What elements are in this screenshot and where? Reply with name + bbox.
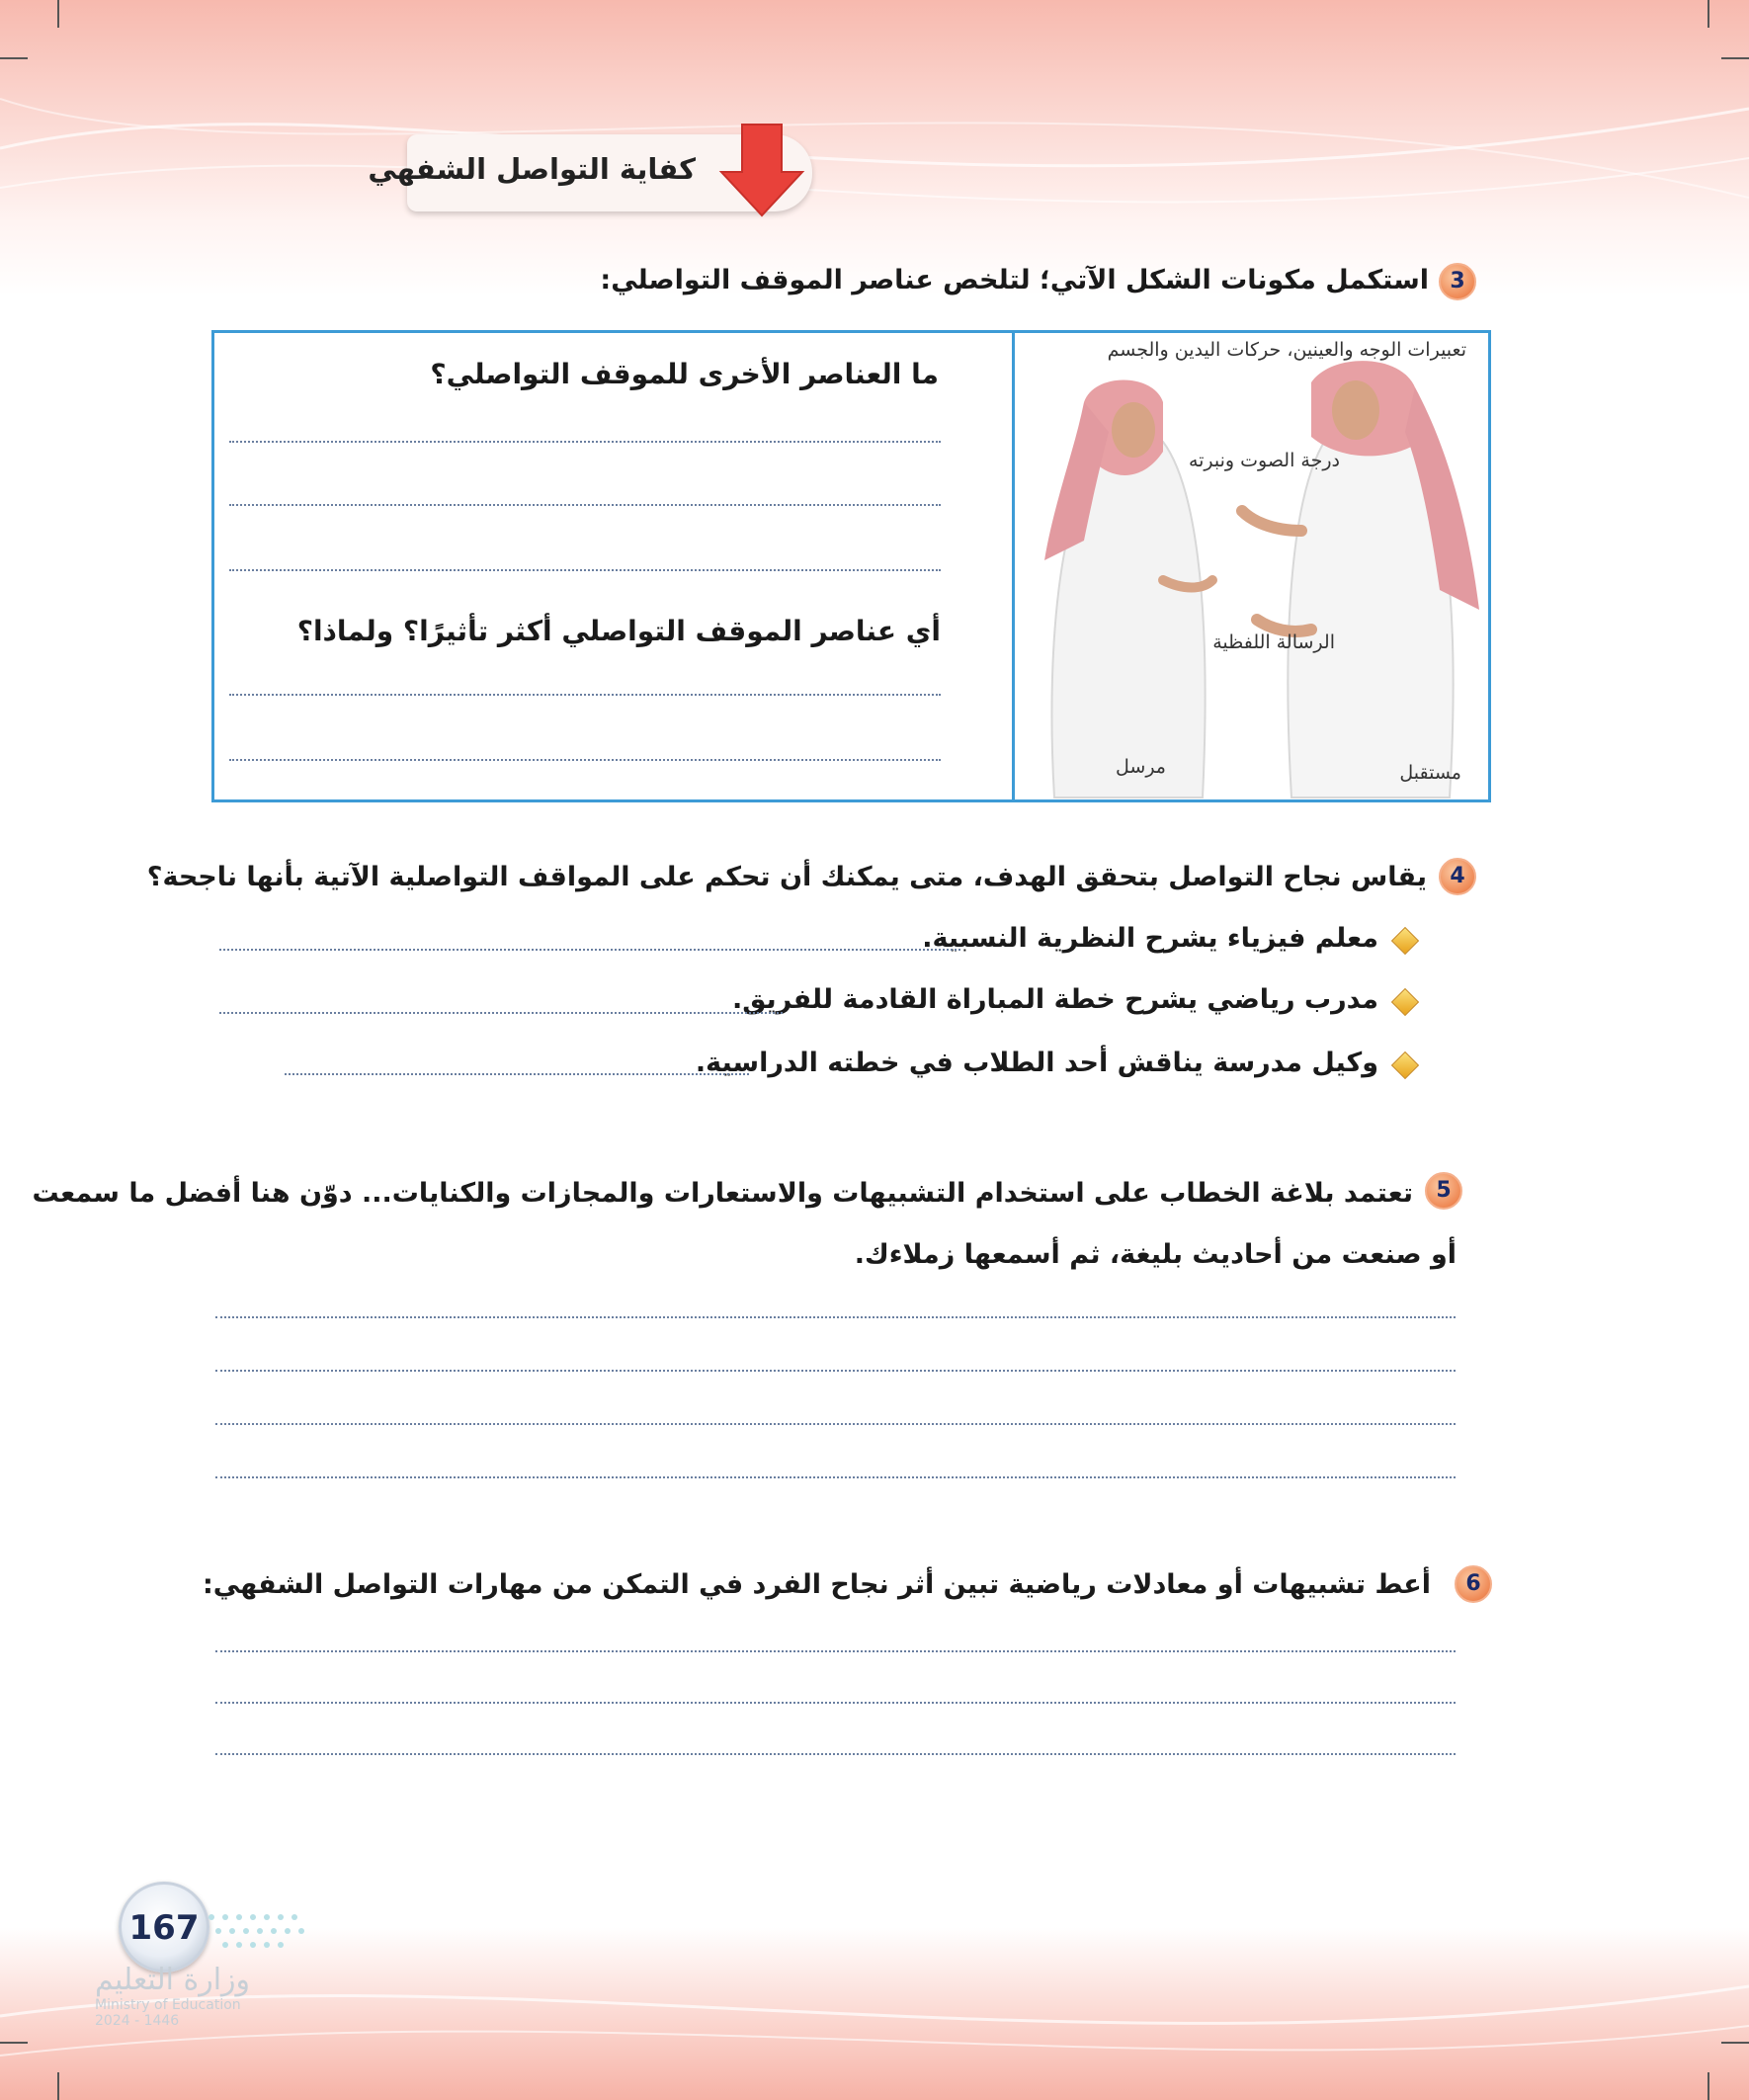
diamond-bullet-icon (1391, 927, 1419, 955)
answer-line[interactable] (215, 1476, 1456, 1478)
question-number-4: 4 (1439, 858, 1476, 895)
two-men-talking-image (1015, 333, 1488, 799)
crop-mark (1721, 2042, 1749, 2044)
answer-line[interactable] (219, 949, 960, 951)
crop-mark (1721, 57, 1749, 59)
answer-line[interactable] (229, 504, 941, 506)
crop-mark (57, 2072, 59, 2100)
page-number-badge (119, 1882, 209, 1973)
answer-line[interactable] (285, 1073, 749, 1075)
q4-item: وكيل مدرسة يناقش أحد الطلاب في خطته الدراسية. (695, 1048, 1378, 1078)
q3-question-most-effective: أي عناصر الموقف التواصلي أكثر تأثيرًا؟ ولماذا؟ (296, 615, 941, 647)
q3-prompt: استكمل مكونات الشكل الآتي؛ لتلخص عناصر الموقف التواصلي: (600, 265, 1429, 295)
ministry-name-en: Ministry of Education (95, 1997, 241, 2013)
q6-prompt: أعط تشبيهات أو معادلات رياضية تبين أثر نجاح الفرد في التمكن من مهارات التواصل الشفهي: (203, 1569, 1431, 1600)
diamond-bullet-icon (1391, 1051, 1419, 1079)
answer-line[interactable] (215, 1753, 1456, 1755)
down-arrow-icon (717, 121, 806, 219)
label-verbal-message: الرسالة اللفظية (1212, 631, 1335, 653)
diamond-bullet-icon (1391, 988, 1419, 1016)
answer-line[interactable] (229, 441, 941, 443)
q5-line1: تعتمد بلاغة الخطاب على استخدام التشبيهات والاستعارات والمجازات والكنايات... دوّن هنا أفضل ما سمعت (32, 1178, 1413, 1209)
label-sender: مرسل (1116, 756, 1166, 778)
page-number: 167 (128, 1908, 200, 1948)
wave-decoration (0, 0, 1749, 296)
answer-line[interactable] (215, 1702, 1456, 1704)
answer-line[interactable] (229, 569, 941, 571)
crop-mark (0, 57, 28, 59)
crop-mark (0, 2042, 28, 2044)
question-number-3: 3 (1439, 263, 1476, 300)
answer-line[interactable] (215, 1370, 1456, 1372)
ministry-logo (95, 1963, 292, 2029)
header-background (0, 0, 1749, 296)
answer-line[interactable] (215, 1316, 1456, 1318)
label-voice: درجة الصوت ونبرته (1188, 450, 1340, 471)
label-nonverbal: تعبيرات الوجه والعينين، حركات اليدين والجسم (1107, 339, 1466, 361)
q4-item: معلم فيزياء يشرح النظرية النسبية. (922, 923, 1378, 954)
crop-mark (57, 0, 59, 28)
question-number-5: 5 (1425, 1172, 1462, 1210)
answer-line[interactable] (215, 1423, 1456, 1425)
q4-item: مدرب رياضي يشرح خطة المباراة القادمة للفريق. (731, 984, 1378, 1015)
figure-illustration (1015, 333, 1488, 799)
crop-mark (1707, 0, 1709, 28)
q5-line2: أو صنعت من أحاديث بليغة، ثم أسمعها زملاءك. (854, 1239, 1457, 1270)
dots-pattern-icon (202, 1907, 320, 1967)
ministry-name-ar: وزارة التعليم (95, 1963, 251, 1997)
crop-mark (1707, 2072, 1709, 2100)
edition-year: 2024 - 1446 (95, 2013, 180, 2029)
answer-line[interactable] (229, 759, 941, 761)
section-title: كفاية التواصل الشفهي (368, 152, 696, 186)
answer-line[interactable] (229, 694, 941, 696)
answer-line[interactable] (215, 1650, 1456, 1652)
q3-question-other-elements: ما العناصر الأخرى للموقف التواصلي؟ (430, 358, 939, 390)
answer-line[interactable] (219, 1012, 783, 1014)
question-number-6: 6 (1455, 1565, 1492, 1603)
q4-prompt: يقاس نجاح التواصل بتحقق الهدف، متى يمكنك أن تحكم على المواقف التواصلية الآتية بأنها ناجحة؟ (146, 862, 1427, 892)
label-receiver: مستقبل (1399, 762, 1461, 784)
